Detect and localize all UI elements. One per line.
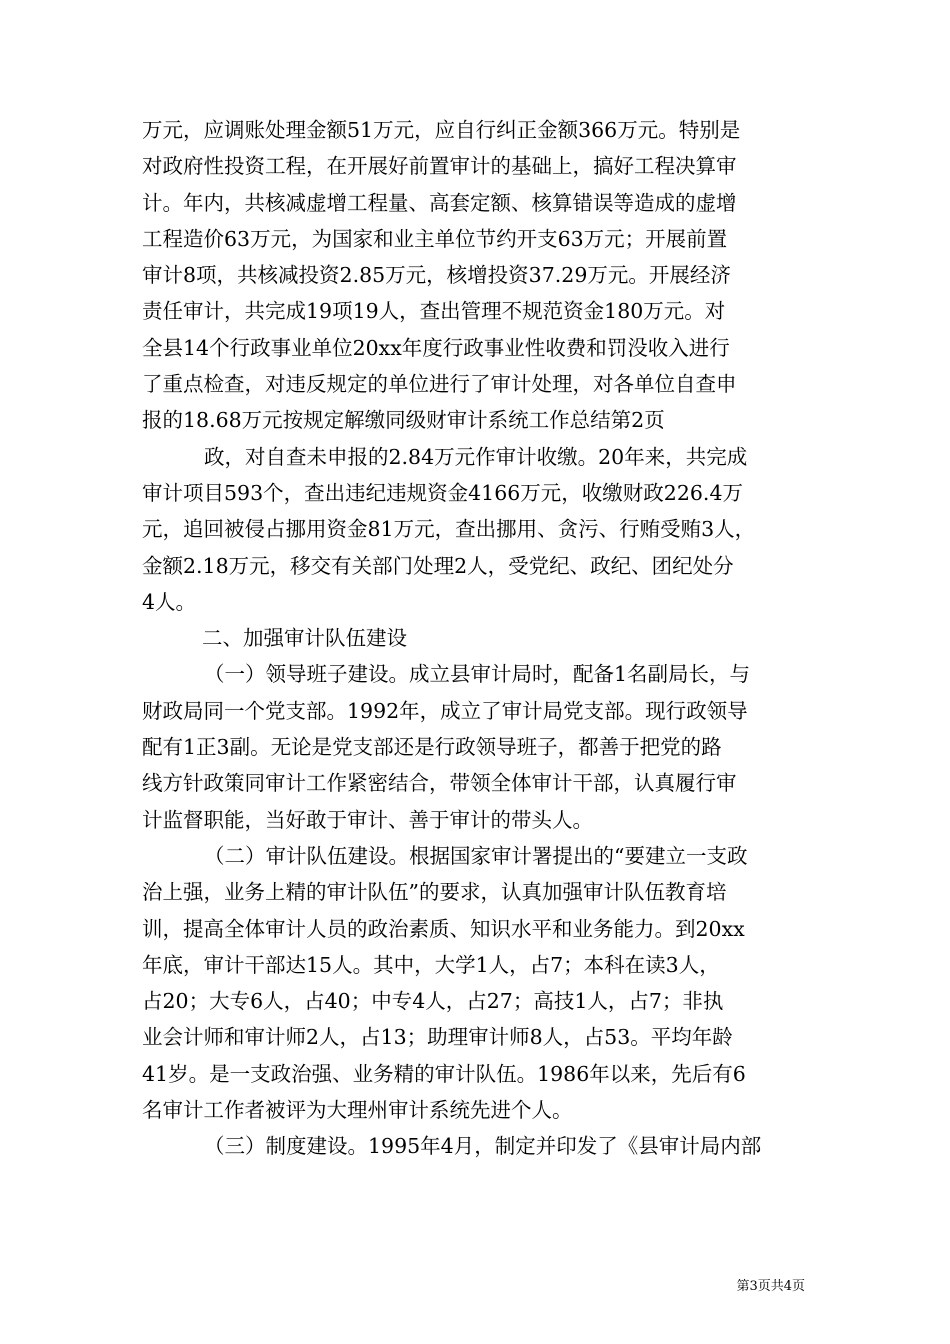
text-line: 政，对自查未申报的2.84万元作审计收缴。20年来，共完成 bbox=[204, 444, 748, 469]
text-line: 了重点检查，对违反规定的单位进行了审计处理，对各单位自查申 bbox=[142, 372, 737, 397]
text-line: 金额2.18万元，移交有关部门处理2人，受党纪、政纪、团纪处分 bbox=[142, 553, 734, 578]
text-line: 责任审计，共完成19项19人，查出管理不规范资金180万元。对 bbox=[142, 299, 726, 324]
text-line: 占20；大专6人，占40；中专4人，占27；高技1人，占7；非执 bbox=[142, 989, 724, 1014]
text-line: 治上强，业务上精的审计队伍”的要求，认真加强审计队伍教育培 bbox=[142, 880, 727, 905]
text-line: （一）领导班子建设。成立县审计局时，配备1名副局长，与 bbox=[204, 662, 751, 687]
text-line: 报的18.68万元按规定解缴同级财审计系统工作总结第2页 bbox=[142, 408, 665, 433]
text-line: 元，追回被侵占挪用资金81万元，查出挪用、贪污、行贿受贿3人， bbox=[142, 517, 756, 542]
text-line: 4人。 bbox=[142, 589, 197, 614]
text-line: 财政局同一个党支部。1992年，成立了审计局党支部。现行政领导 bbox=[142, 698, 748, 723]
text-line: 配有1正3副。无论是党支部还是行政领导班子，都善于把党的路 bbox=[142, 735, 722, 760]
text-line: 名审计工作者被评为大理州审计系统先进个人。 bbox=[142, 1098, 573, 1123]
page-number-footer: 第3页共4页 bbox=[736, 1279, 805, 1294]
text-line: （三）制度建设。1995年4月，制定并印发了《县审计局内部 bbox=[204, 1134, 762, 1159]
text-line: 全县14个行政事业单位20xx年度行政事业性收费和罚没收入进行 bbox=[142, 335, 730, 360]
text-line: 工程造价63万元，为国家和业主单位节约开支63万元；开展前置 bbox=[142, 226, 728, 251]
text-line: 万元，应调账处理金额51万元，应自行纠正金额366万元。特别是 bbox=[142, 118, 741, 142]
text-line: 训，提高全体审计人员的政治素质、知识水平和业务能力。到20xx bbox=[142, 916, 745, 941]
body-text bbox=[142, 112, 812, 1165]
text-line: 计。年内，共核减虚增工程量、高套定额、核算错误等造成的虚增 bbox=[142, 190, 737, 215]
text-line: 41岁。是一支政治强、业务精的审计队伍。1986年以来，先后有6 bbox=[142, 1061, 746, 1086]
text-line: 业会计师和审计师2人，占13；助理审计师8人，占53。平均年龄 bbox=[142, 1025, 733, 1050]
section-heading: 二、加强审计队伍建设 bbox=[202, 626, 407, 651]
text-line: （二）审计队伍建设。根据国家审计署提出的“要建立一支政 bbox=[204, 843, 748, 868]
text-line: 线方针政策同审计工作紧密结合，带领全体审计干部，认真履行审 bbox=[142, 771, 737, 796]
text-line: 审计项目593个，查出违纪违规资金4166万元，收缴财政226.4万 bbox=[142, 480, 743, 505]
text-line: 计监督职能，当好敢于审计、善于审计的带头人。 bbox=[142, 807, 593, 832]
text-line: 审计8项，共核减投资2.85万元，核增投资37.29万元。开展经济 bbox=[142, 263, 731, 288]
text-line: 对政府性投资工程，在开展好前置审计的基础上，搞好工程决算审 bbox=[142, 154, 737, 179]
text-line: 年底，审计干部达15人。其中，大学1人，占7；本科在读3人， bbox=[142, 952, 720, 977]
